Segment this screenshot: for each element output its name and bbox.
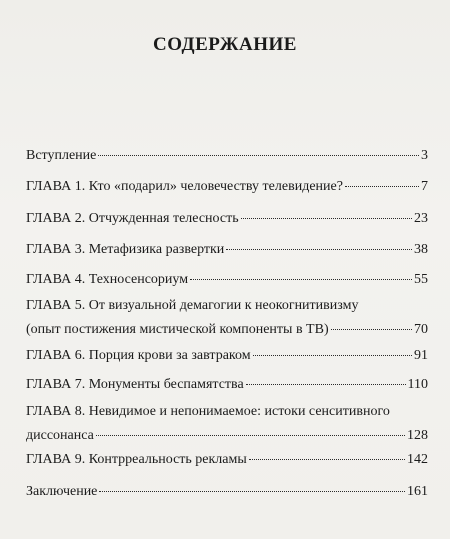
dot-leader bbox=[226, 233, 412, 250]
toc-entry bbox=[26, 266, 428, 290]
toc-entry-title: диссонанса bbox=[26, 428, 94, 443]
toc-page-number: 142 bbox=[407, 452, 428, 467]
toc-entry-title-first-line: ГЛАВА 5. От визуальной демагогии к неокогнитивизму bbox=[26, 298, 359, 313]
toc-entry bbox=[26, 205, 428, 229]
dot-leader bbox=[190, 263, 412, 280]
toc-entry-title-first-line: ГЛАВА 8. Невидимое и непонимаемое: истоки сенситивного bbox=[26, 404, 390, 419]
dot-leader bbox=[345, 170, 419, 187]
toc-page-number: 110 bbox=[407, 377, 428, 392]
dot-leader bbox=[246, 368, 406, 385]
toc-entry-title: Вступление bbox=[26, 148, 97, 163]
toc-page-number: 161 bbox=[407, 484, 428, 499]
dot-leader bbox=[98, 139, 419, 156]
toc-entry bbox=[26, 402, 428, 446]
dot-leader bbox=[253, 339, 412, 356]
toc-page-number: 7 bbox=[421, 179, 428, 194]
toc-page-number: 128 bbox=[407, 428, 428, 443]
toc-entry bbox=[26, 478, 428, 502]
toc-page-number: 55 bbox=[414, 272, 428, 287]
toc-entry-title: ГЛАВА 2. Отчужденная телесность bbox=[26, 211, 239, 226]
dot-leader bbox=[96, 419, 405, 436]
toc-entry-title: ГЛАВА 3. Метафизика развертки bbox=[26, 242, 225, 257]
toc-entry-title: ГЛАВА 6. Порция крови за завтраком bbox=[26, 348, 251, 363]
toc-entry bbox=[26, 236, 428, 260]
toc-page-number: 70 bbox=[414, 322, 428, 337]
toc-entry-title: Заключение bbox=[26, 484, 98, 499]
toc-entry bbox=[26, 371, 428, 395]
toc-page-number: 38 bbox=[414, 242, 428, 257]
toc-entry-title: ГЛАВА 4. Техносенсориум bbox=[26, 272, 189, 287]
page-title: СОДЕРЖАНИЕ bbox=[153, 34, 297, 55]
toc-entry bbox=[26, 173, 428, 197]
toc-entry-title: (опыт постижения мистической компоненты в ТВ) bbox=[26, 322, 329, 337]
dot-leader bbox=[249, 443, 405, 460]
toc-entry bbox=[26, 342, 428, 366]
dot-leader bbox=[331, 313, 412, 330]
dot-leader bbox=[99, 475, 405, 492]
toc-entry-title: ГЛАВА 7. Монументы беспамятства bbox=[26, 377, 244, 392]
toc-entry bbox=[26, 142, 428, 166]
dot-leader bbox=[241, 202, 412, 219]
toc-entry bbox=[26, 296, 428, 340]
toc-entry-title: ГЛАВА 9. Контрреальность рекламы bbox=[26, 452, 247, 467]
toc-page-number: 23 bbox=[414, 211, 428, 226]
toc-page-number: 91 bbox=[414, 348, 428, 363]
toc-entry bbox=[26, 446, 428, 470]
toc-page-number: 3 bbox=[421, 148, 428, 163]
toc-entry-title: ГЛАВА 1. Кто «подарил» человечеству телевидение? bbox=[26, 179, 343, 194]
